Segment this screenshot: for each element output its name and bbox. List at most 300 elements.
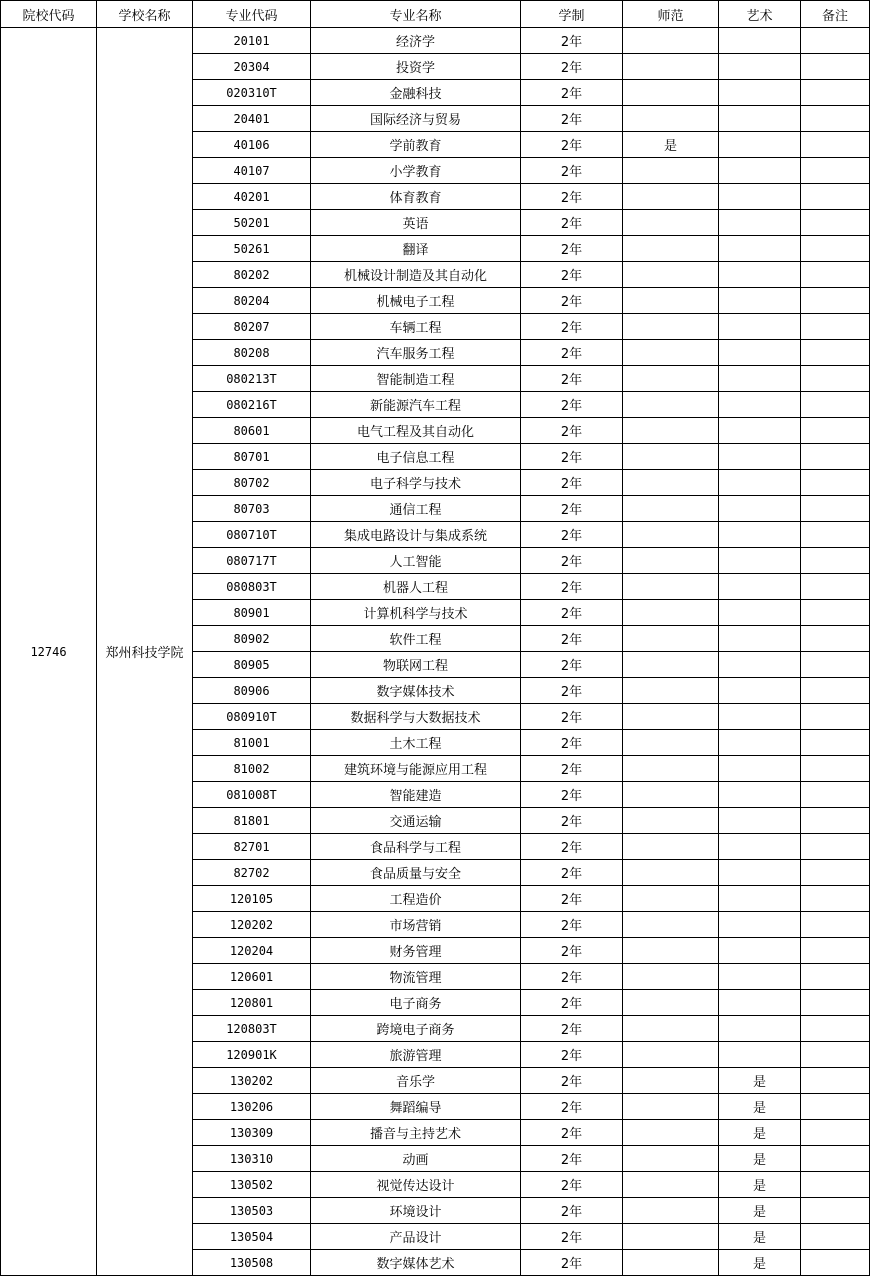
art-cell [719, 756, 801, 782]
teacher-cell [623, 366, 719, 392]
teacher-cell [623, 704, 719, 730]
duration-cell: 2年 [521, 678, 623, 704]
teacher-cell [623, 1016, 719, 1042]
major-code-cell: 080216T [193, 392, 311, 418]
duration-cell: 2年 [521, 80, 623, 106]
teacher-cell [623, 314, 719, 340]
art-cell [719, 834, 801, 860]
art-cell [719, 600, 801, 626]
school-code-cell: 12746 [1, 28, 97, 1276]
major-code-cell: 80905 [193, 652, 311, 678]
duration-cell: 2年 [521, 1120, 623, 1146]
teacher-cell [623, 522, 719, 548]
art-cell [719, 132, 801, 158]
duration-cell: 2年 [521, 912, 623, 938]
note-cell [801, 730, 870, 756]
major-name-cell: 机器人工程 [311, 574, 521, 600]
major-name-cell: 财务管理 [311, 938, 521, 964]
teacher-cell [623, 1094, 719, 1120]
duration-cell: 2年 [521, 418, 623, 444]
art-cell [719, 288, 801, 314]
major-name-cell: 数字媒体技术 [311, 678, 521, 704]
teacher-cell [623, 210, 719, 236]
major-code-cell: 40107 [193, 158, 311, 184]
major-name-cell: 动画 [311, 1146, 521, 1172]
note-cell [801, 1094, 870, 1120]
duration-cell: 2年 [521, 1250, 623, 1276]
major-name-cell: 集成电路设计与集成系统 [311, 522, 521, 548]
note-cell [801, 990, 870, 1016]
art-cell [719, 704, 801, 730]
major-code-cell: 80902 [193, 626, 311, 652]
duration-cell: 2年 [521, 28, 623, 54]
note-cell [801, 1224, 870, 1250]
duration-cell: 2年 [521, 860, 623, 886]
major-name-cell: 舞蹈编导 [311, 1094, 521, 1120]
note-cell [801, 626, 870, 652]
note-cell [801, 392, 870, 418]
art-cell [719, 470, 801, 496]
note-cell [801, 470, 870, 496]
duration-cell: 2年 [521, 548, 623, 574]
duration-cell: 2年 [521, 522, 623, 548]
duration-cell: 2年 [521, 626, 623, 652]
teacher-cell [623, 496, 719, 522]
major-name-cell: 环境设计 [311, 1198, 521, 1224]
teacher-cell [623, 964, 719, 990]
note-cell [801, 314, 870, 340]
major-code-cell: 81801 [193, 808, 311, 834]
major-name-cell: 计算机科学与技术 [311, 600, 521, 626]
major-code-cell: 20304 [193, 54, 311, 80]
teacher-cell [623, 158, 719, 184]
teacher-cell [623, 262, 719, 288]
note-cell [801, 210, 870, 236]
major-name-cell: 金融科技 [311, 80, 521, 106]
teacher-cell [623, 1120, 719, 1146]
duration-cell: 2年 [521, 834, 623, 860]
note-cell [801, 704, 870, 730]
duration-cell: 2年 [521, 886, 623, 912]
major-code-cell: 120105 [193, 886, 311, 912]
major-name-cell: 翻译 [311, 236, 521, 262]
major-code-cell: 80703 [193, 496, 311, 522]
duration-cell: 2年 [521, 106, 623, 132]
teacher-cell [623, 392, 719, 418]
major-code-cell: 130206 [193, 1094, 311, 1120]
major-code-cell: 80208 [193, 340, 311, 366]
note-cell [801, 652, 870, 678]
major-name-cell: 物流管理 [311, 964, 521, 990]
art-cell: 是 [719, 1068, 801, 1094]
duration-cell: 2年 [521, 444, 623, 470]
art-cell [719, 1042, 801, 1068]
major-code-cell: 81002 [193, 756, 311, 782]
major-code-cell: 080910T [193, 704, 311, 730]
art-cell [719, 730, 801, 756]
art-cell [719, 340, 801, 366]
duration-cell: 2年 [521, 1198, 623, 1224]
teacher-cell [623, 1250, 719, 1276]
duration-cell: 2年 [521, 574, 623, 600]
teacher-cell [623, 28, 719, 54]
major-code-cell: 80207 [193, 314, 311, 340]
major-code-cell: 130503 [193, 1198, 311, 1224]
duration-cell: 2年 [521, 184, 623, 210]
art-cell: 是 [719, 1198, 801, 1224]
header-major-name: 专业名称 [311, 1, 521, 28]
note-cell [801, 80, 870, 106]
note-cell [801, 184, 870, 210]
duration-cell: 2年 [521, 392, 623, 418]
major-code-cell: 80701 [193, 444, 311, 470]
teacher-cell [623, 1146, 719, 1172]
art-cell [719, 522, 801, 548]
note-cell [801, 236, 870, 262]
major-code-cell: 20401 [193, 106, 311, 132]
art-cell: 是 [719, 1120, 801, 1146]
header-major-code: 专业代码 [193, 1, 311, 28]
art-cell [719, 938, 801, 964]
note-cell [801, 912, 870, 938]
major-code-cell: 120901K [193, 1042, 311, 1068]
header-duration: 学制 [521, 1, 623, 28]
art-cell [719, 678, 801, 704]
duration-cell: 2年 [521, 964, 623, 990]
note-cell [801, 964, 870, 990]
duration-cell: 2年 [521, 54, 623, 80]
art-cell [719, 236, 801, 262]
major-name-cell: 工程造价 [311, 886, 521, 912]
major-name-cell: 物联网工程 [311, 652, 521, 678]
major-code-cell: 120803T [193, 1016, 311, 1042]
duration-cell: 2年 [521, 470, 623, 496]
note-cell [801, 678, 870, 704]
teacher-cell [623, 548, 719, 574]
teacher-cell [623, 860, 719, 886]
major-name-cell: 投资学 [311, 54, 521, 80]
note-cell [801, 1250, 870, 1276]
teacher-cell [623, 418, 719, 444]
header-school-code: 院校代码 [1, 1, 97, 28]
major-name-cell: 智能建造 [311, 782, 521, 808]
art-cell [719, 548, 801, 574]
teacher-cell [623, 1042, 719, 1068]
teacher-cell [623, 652, 719, 678]
art-cell: 是 [719, 1094, 801, 1120]
teacher-cell [623, 600, 719, 626]
duration-cell: 2年 [521, 600, 623, 626]
duration-cell: 2年 [521, 808, 623, 834]
teacher-cell [623, 1068, 719, 1094]
duration-cell: 2年 [521, 366, 623, 392]
major-code-cell: 80702 [193, 470, 311, 496]
art-cell [719, 964, 801, 990]
note-cell [801, 158, 870, 184]
note-cell [801, 418, 870, 444]
teacher-cell [623, 626, 719, 652]
major-code-cell: 40201 [193, 184, 311, 210]
major-code-cell: 020310T [193, 80, 311, 106]
major-code-cell: 130309 [193, 1120, 311, 1146]
major-name-cell: 土木工程 [311, 730, 521, 756]
duration-cell: 2年 [521, 1146, 623, 1172]
note-cell [801, 1120, 870, 1146]
duration-cell: 2年 [521, 132, 623, 158]
duration-cell: 2年 [521, 756, 623, 782]
note-cell [801, 886, 870, 912]
major-name-cell: 小学教育 [311, 158, 521, 184]
note-cell [801, 132, 870, 158]
art-cell [719, 158, 801, 184]
major-name-cell: 电子科学与技术 [311, 470, 521, 496]
art-cell [719, 860, 801, 886]
note-cell [801, 1172, 870, 1198]
art-cell [719, 418, 801, 444]
major-name-cell: 经济学 [311, 28, 521, 54]
note-cell [801, 1068, 870, 1094]
note-cell [801, 834, 870, 860]
note-cell [801, 600, 870, 626]
major-code-cell: 130508 [193, 1250, 311, 1276]
duration-cell: 2年 [521, 1042, 623, 1068]
major-name-cell: 食品科学与工程 [311, 834, 521, 860]
art-cell: 是 [719, 1146, 801, 1172]
major-code-cell: 130202 [193, 1068, 311, 1094]
art-cell [719, 392, 801, 418]
teacher-cell [623, 990, 719, 1016]
major-code-cell: 20101 [193, 28, 311, 54]
header-teacher: 师范 [623, 1, 719, 28]
note-cell [801, 106, 870, 132]
art-cell [719, 808, 801, 834]
major-code-cell: 80202 [193, 262, 311, 288]
note-cell [801, 288, 870, 314]
duration-cell: 2年 [521, 288, 623, 314]
duration-cell: 2年 [521, 652, 623, 678]
duration-cell: 2年 [521, 1172, 623, 1198]
major-name-cell: 交通运输 [311, 808, 521, 834]
teacher-cell [623, 834, 719, 860]
teacher-cell [623, 678, 719, 704]
major-code-cell: 120204 [193, 938, 311, 964]
duration-cell: 2年 [521, 990, 623, 1016]
teacher-cell [623, 184, 719, 210]
duration-cell: 2年 [521, 314, 623, 340]
major-code-cell: 80204 [193, 288, 311, 314]
major-code-cell: 81001 [193, 730, 311, 756]
major-name-cell: 体育教育 [311, 184, 521, 210]
duration-cell: 2年 [521, 262, 623, 288]
major-code-cell: 40106 [193, 132, 311, 158]
art-cell [719, 1016, 801, 1042]
art-cell [719, 262, 801, 288]
major-code-cell: 80901 [193, 600, 311, 626]
major-code-cell: 80906 [193, 678, 311, 704]
major-name-cell: 产品设计 [311, 1224, 521, 1250]
major-name-cell: 汽车服务工程 [311, 340, 521, 366]
note-cell [801, 1016, 870, 1042]
art-cell [719, 574, 801, 600]
duration-cell: 2年 [521, 1094, 623, 1120]
table-row [1, 28, 870, 54]
major-code-cell: 130502 [193, 1172, 311, 1198]
note-cell [801, 1146, 870, 1172]
major-code-cell: 50261 [193, 236, 311, 262]
art-cell [719, 782, 801, 808]
school-name-cell: 郑州科技学院 [97, 28, 193, 1276]
major-name-cell: 人工智能 [311, 548, 521, 574]
major-name-cell: 通信工程 [311, 496, 521, 522]
header-school-name: 学校名称 [97, 1, 193, 28]
teacher-cell [623, 106, 719, 132]
major-code-cell: 080213T [193, 366, 311, 392]
major-code-cell: 80601 [193, 418, 311, 444]
major-name-cell: 软件工程 [311, 626, 521, 652]
duration-cell: 2年 [521, 210, 623, 236]
major-name-cell: 英语 [311, 210, 521, 236]
major-code-cell: 080710T [193, 522, 311, 548]
note-cell [801, 444, 870, 470]
duration-cell: 2年 [521, 236, 623, 262]
major-code-cell: 130504 [193, 1224, 311, 1250]
note-cell [801, 938, 870, 964]
teacher-cell [623, 756, 719, 782]
major-code-cell: 120801 [193, 990, 311, 1016]
art-cell [719, 886, 801, 912]
note-cell [801, 1198, 870, 1224]
art-cell [719, 626, 801, 652]
note-cell [801, 496, 870, 522]
note-cell [801, 860, 870, 886]
major-code-cell: 120202 [193, 912, 311, 938]
art-cell [719, 28, 801, 54]
art-cell [719, 106, 801, 132]
teacher-cell [623, 808, 719, 834]
major-name-cell: 旅游管理 [311, 1042, 521, 1068]
duration-cell: 2年 [521, 340, 623, 366]
art-cell [719, 912, 801, 938]
note-cell [801, 782, 870, 808]
art-cell [719, 314, 801, 340]
art-cell: 是 [719, 1172, 801, 1198]
note-cell [801, 548, 870, 574]
duration-cell: 2年 [521, 1068, 623, 1094]
teacher-cell [623, 730, 719, 756]
note-cell [801, 574, 870, 600]
major-code-cell: 080717T [193, 548, 311, 574]
major-name-cell: 国际经济与贸易 [311, 106, 521, 132]
art-cell: 是 [719, 1250, 801, 1276]
art-cell [719, 80, 801, 106]
duration-cell: 2年 [521, 158, 623, 184]
art-cell [719, 54, 801, 80]
art-cell [719, 990, 801, 1016]
duration-cell: 2年 [521, 938, 623, 964]
teacher-cell [623, 1198, 719, 1224]
teacher-cell [623, 782, 719, 808]
note-cell [801, 28, 870, 54]
teacher-cell [623, 288, 719, 314]
teacher-cell [623, 54, 719, 80]
note-cell [801, 808, 870, 834]
major-code-cell: 50201 [193, 210, 311, 236]
duration-cell: 2年 [521, 782, 623, 808]
duration-cell: 2年 [521, 730, 623, 756]
major-name-cell: 跨境电子商务 [311, 1016, 521, 1042]
teacher-cell [623, 444, 719, 470]
teacher-cell [623, 886, 719, 912]
art-cell [719, 210, 801, 236]
teacher-cell [623, 912, 719, 938]
major-name-cell: 电子信息工程 [311, 444, 521, 470]
note-cell [801, 756, 870, 782]
teacher-cell: 是 [623, 132, 719, 158]
header-art: 艺术 [719, 1, 801, 28]
major-name-cell: 数字媒体艺术 [311, 1250, 521, 1276]
major-name-cell: 新能源汽车工程 [311, 392, 521, 418]
major-code-cell: 82702 [193, 860, 311, 886]
major-code-cell: 82701 [193, 834, 311, 860]
teacher-cell [623, 80, 719, 106]
major-name-cell: 建筑环境与能源应用工程 [311, 756, 521, 782]
teacher-cell [623, 1224, 719, 1250]
table-body [1, 28, 870, 1276]
art-cell [719, 652, 801, 678]
major-name-cell: 市场营销 [311, 912, 521, 938]
major-name-cell: 电子商务 [311, 990, 521, 1016]
major-name-cell: 车辆工程 [311, 314, 521, 340]
header-row [1, 1, 870, 28]
note-cell [801, 262, 870, 288]
duration-cell: 2年 [521, 496, 623, 522]
art-cell: 是 [719, 1224, 801, 1250]
art-cell [719, 444, 801, 470]
note-cell [801, 522, 870, 548]
teacher-cell [623, 340, 719, 366]
major-name-cell: 视觉传达设计 [311, 1172, 521, 1198]
teacher-cell [623, 938, 719, 964]
teacher-cell [623, 470, 719, 496]
art-cell [719, 366, 801, 392]
major-name-cell: 智能制造工程 [311, 366, 521, 392]
major-name-cell: 电气工程及其自动化 [311, 418, 521, 444]
teacher-cell [623, 1172, 719, 1198]
teacher-cell [623, 574, 719, 600]
note-cell [801, 366, 870, 392]
art-cell [719, 184, 801, 210]
major-code-cell: 130310 [193, 1146, 311, 1172]
teacher-cell [623, 236, 719, 262]
duration-cell: 2年 [521, 1224, 623, 1250]
major-code-cell: 120601 [193, 964, 311, 990]
major-name-cell: 学前教育 [311, 132, 521, 158]
major-name-cell: 播音与主持艺术 [311, 1120, 521, 1146]
note-cell [801, 54, 870, 80]
duration-cell: 2年 [521, 704, 623, 730]
major-name-cell: 机械电子工程 [311, 288, 521, 314]
major-code-cell: 081008T [193, 782, 311, 808]
header-note: 备注 [801, 1, 870, 28]
note-cell [801, 340, 870, 366]
major-name-cell: 数据科学与大数据技术 [311, 704, 521, 730]
major-name-cell: 食品质量与安全 [311, 860, 521, 886]
note-cell [801, 1042, 870, 1068]
major-name-cell: 机械设计制造及其自动化 [311, 262, 521, 288]
duration-cell: 2年 [521, 1016, 623, 1042]
major-name-cell: 音乐学 [311, 1068, 521, 1094]
art-cell [719, 496, 801, 522]
